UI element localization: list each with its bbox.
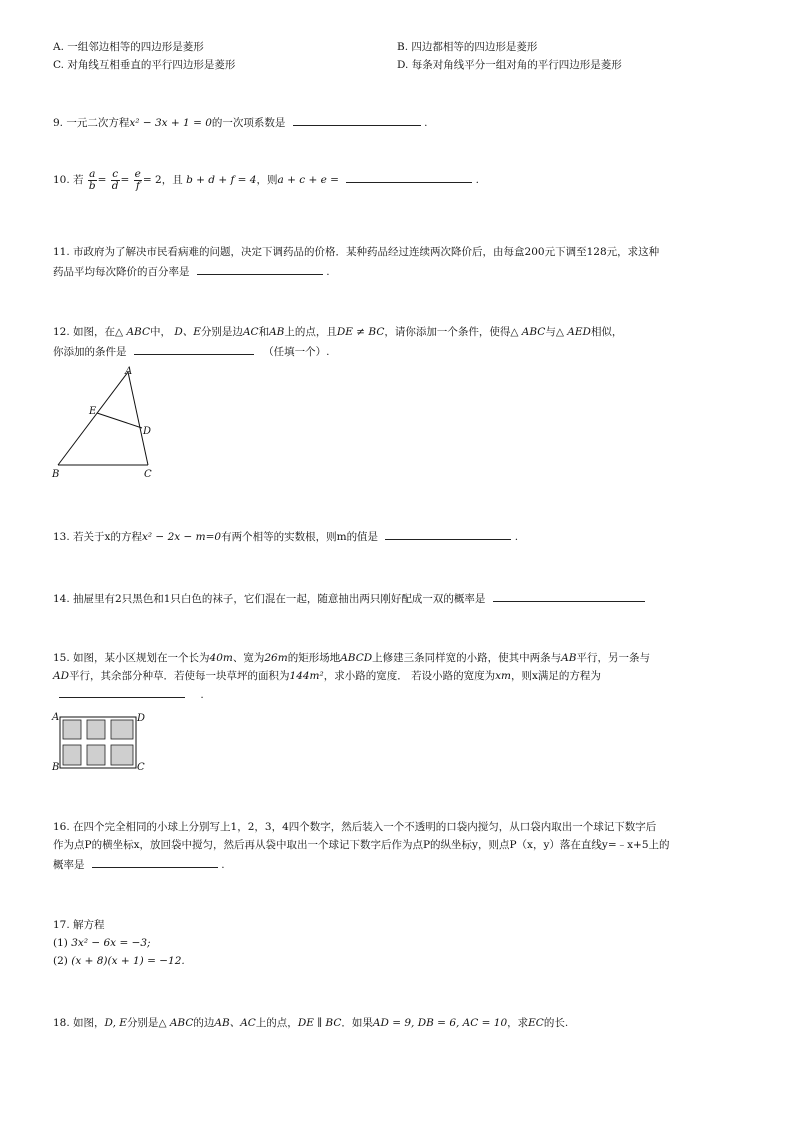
lawn [111,745,133,765]
label-d: D [143,426,152,437]
question-16-line3: 概率是 . [53,856,225,872]
rectangle-figure [50,708,160,774]
triangle-figure [45,362,175,484]
question-15-line2: AD平行，其余部分种草．若使每一块草坪的面积为144m²，求小路的宽度． 若设小路的宽度为xm，则x满足的方程为 [53,670,601,682]
question-9: 9. 一元二次方程x² − 3x + 1 = 0的一次项系数是 . [53,114,427,130]
label-a: A [125,366,133,377]
label-b: B [52,469,60,480]
label-a: A [52,712,60,723]
lawn [63,720,81,739]
answer-blank[interactable] [92,856,218,868]
question-11-line1: 11. 市政府为了解决市民看病难的问题，决定下调药品的价格．某种药品经过连续两次降价后，由每盒200元下调至128元，求这种 [53,246,660,258]
answer-blank[interactable] [134,343,254,355]
segment-ed [97,413,142,428]
question-17-title: 17. 解方程 [53,919,105,931]
option-d: D. 每条对角线平分一组对角的平行四边形是菱形 [397,59,622,71]
side-ab [58,372,128,465]
answer-blank[interactable] [293,114,421,126]
side-ac [128,372,148,465]
question-15-line3: . [59,686,204,702]
answer-blank[interactable] [197,263,323,275]
question-11-line2: 药品平均每次降价的百分率是 . [53,263,330,279]
lawn [87,745,105,765]
answer-blank[interactable] [346,171,472,183]
question-10: 10. 若 $\frac{a}{b}$ = $\frac{c}{d}$ = $\frac{e}{f}$ = 2，且 b + d + f = 4，则a + c + e = . [53,167,479,192]
question-17-part1: (1) 3x² − 6x = −3; [53,937,151,949]
answer-blank[interactable] [493,590,645,602]
label-c: C [144,469,152,480]
label-e: E [89,406,97,417]
question-18: 18. 如图，D, E分别是△ ABC的边AB、AC上的点，DE ∥ BC．如果AD = 9, DB = 6, AC = 10，求EC的长. [53,1017,569,1029]
label-d: D [137,713,146,724]
label-b: B [52,762,60,773]
option-b: B. 四边都相等的四边形是菱形 [397,41,538,53]
question-12-line1: 12. 如图，在△ ABC中， D、E分别是边AC和AB上的点，且DE ≠ BC，请你添加一个条件，使得△ ABC与△ AED相似， [53,326,623,338]
question-16-line1: 16. 在四个完全相同的小球上分别写上1，2，3，4四个数字，然后装入一个不透明的口袋内搅匀，从口袋内取出一个球记下数字后 [53,821,657,833]
label-c: C [137,762,145,773]
question-14: 14. 抽屉里有2只黑色和1只白色的袜子，它们混在一起，随意抽出两只刚好配成一双的概率是 [53,590,645,606]
lawn [87,720,105,739]
question-15-line1: 15. 如图，某小区规划在一个长为40m、宽为26m的矩形场地ABCD上修建三条同样宽的小路，使其中两条与AB平行，另一条与 [53,652,650,664]
lawn [111,720,133,739]
question-17-part2: (2) (x + 8)(x + 1) = −12. [53,955,185,967]
option-a: A. 一组邻边相等的四边形是菱形 [53,41,204,53]
question-12-line2: 你添加的条件是 （任填一个）. [53,343,330,359]
answer-blank[interactable] [59,686,185,698]
option-c: C. 对角线互相垂直的平行四边形是菱形 [53,59,236,71]
lawn [63,745,81,765]
question-16-line2: 作为点P的横坐标x，放回袋中搅匀，然后再从袋中取出一个球记下数字后作为点P的纵坐标y，则点P（x，y）落在直线y=﹣x+5上的 [53,839,670,851]
answer-blank[interactable] [385,528,511,540]
question-13: 13. 若关于x的方程x² − 2x − m=0有两个相等的实数根，则m的值是 . [53,528,518,544]
